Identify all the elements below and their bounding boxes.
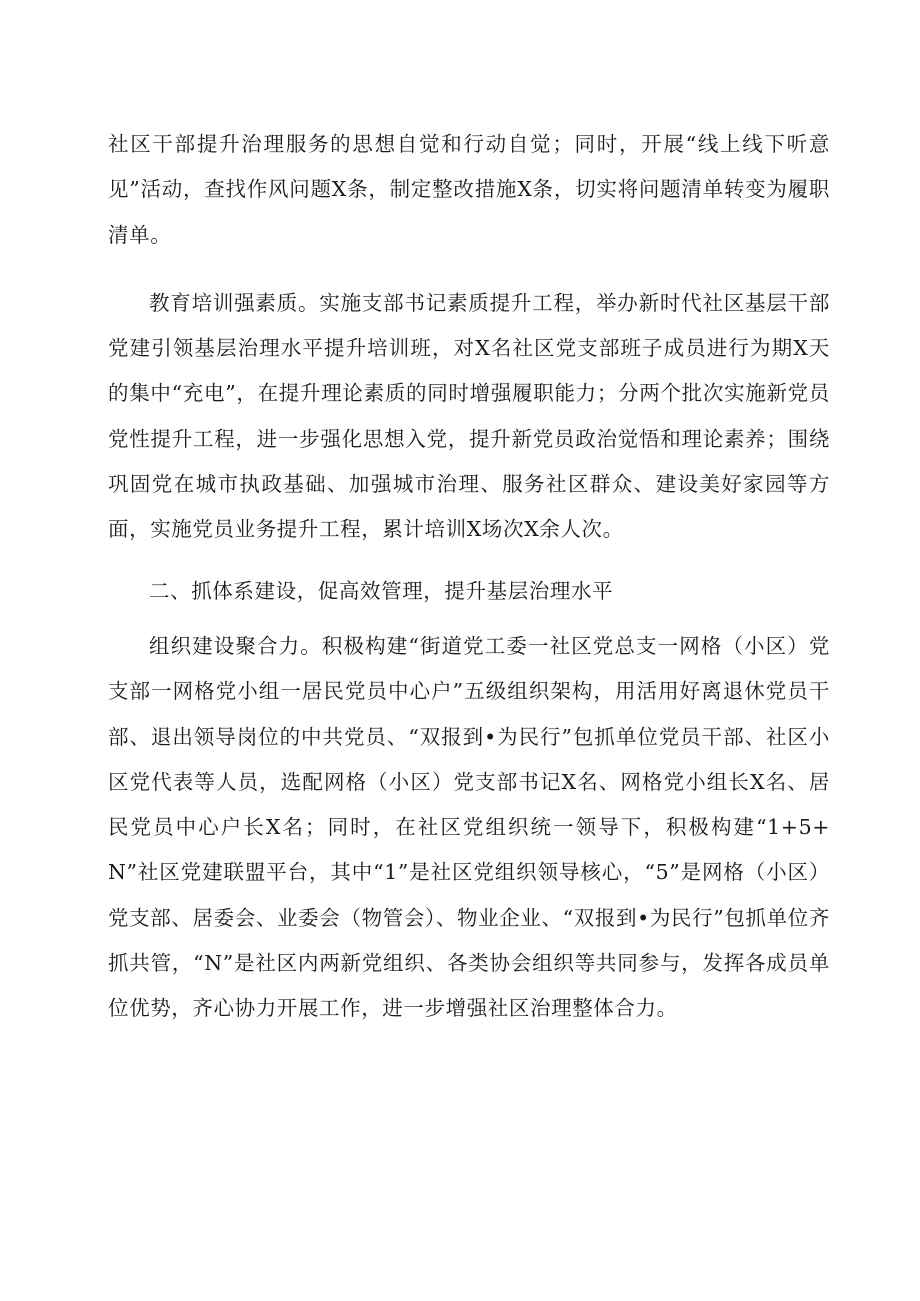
document-body — [108, 122, 830, 1032]
paragraph-continuation: 社区干部提升治理服务的思想自觉和行动自觉；同时，开展“线上线下听意见”活动，查找作风问题X条，制定整改措施X条，切实将问题清单转变为履职清单。 — [108, 132, 830, 247]
paragraph-organization-building: 组织建设聚合力。积极构建“街道党工委一社区党总支一网格（小区）党支部一网格党小组一居民党员中心户”五级组织架构，用活用好离退休党员干部、退出领导岗位的中共党员、“双报到•为民行”包抓单位党员干部、社区小区党代表等人员，选配网格（小区）党支部书记X名、网格党小组长X名、居民党员中心户长X名；同时，在社区党组织统一领导下，积极构建“1+5+N”社区党建联盟平台，其中“1”是社区党组织领导核心，“5”是网格（小区）党支部、居委会、业委会（物管会）、物业企业、“双报到•为民行”包抓单位齐抓共管，“N”是社区内两新党组织、各类协会组织等共同参与，发挥各成员单位优势，齐心协力开展工作，进一步增强社区治理整体合力。 — [108, 633, 830, 1021]
section-heading-2: 二、抓体系建设，促高效管理，提升基层治理水平 — [149, 578, 614, 603]
paragraph-education-training: 教育培训强素质。实施支部书记素质提升工程，举办新时代社区基层干部党建引领基层治理水平提升培训班，对X名社区党支部班子成员进行为期X天的集中“充电”，在提升理论素质的同时增强履职能力；分两个批次实施新党员党性提升工程，进一步强化思想入党，提升新党员政治觉悟和理论素养；围绕巩固党在城市执政基础、加强城市治理、服务社区群众、建设美好家园等方面，实施党员业务提升工程，累计培训X场次X余人次。 — [108, 290, 830, 542]
